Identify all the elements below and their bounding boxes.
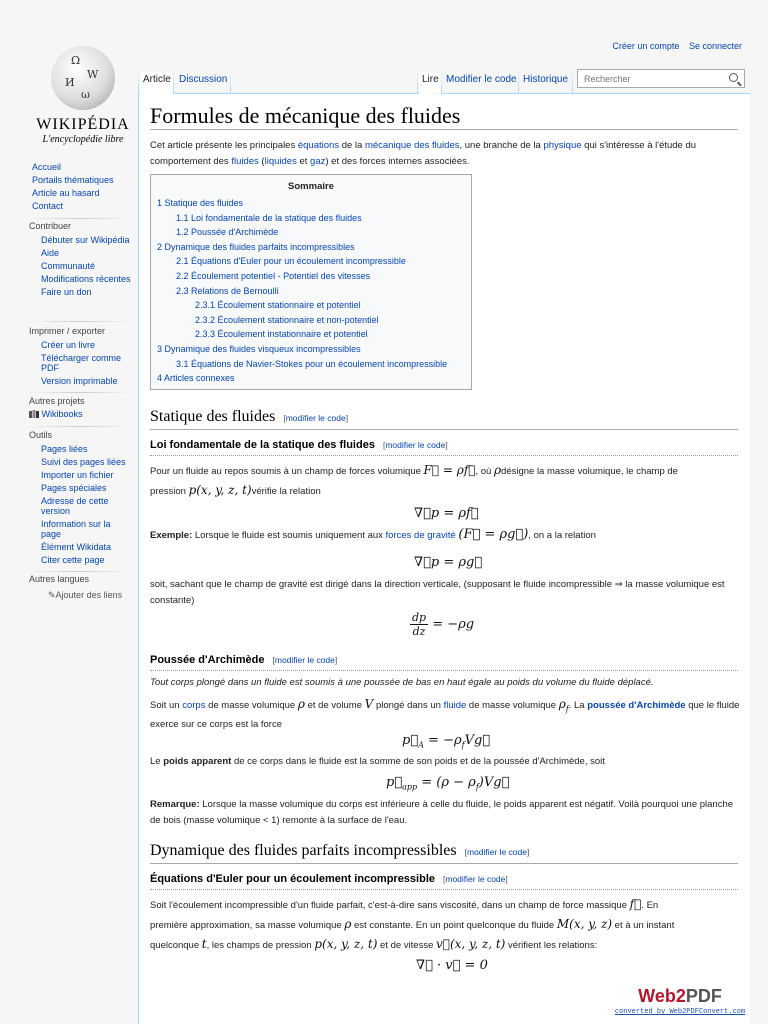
subsection-heading-text: Poussée d'Archimède [150,654,265,666]
subsection-heading-euler [150,873,508,885]
toc-item[interactable]: 3.1 Équations de Navier-Stokes pour un écoulement incompressible [176,358,448,369]
sidebar-item-portals[interactable]: Portails thématiques [32,175,114,185]
sidebar-item-create-book[interactable]: Créer un livre [41,340,96,350]
tab-separator [572,70,573,94]
logo-part: Web [638,986,676,1006]
edit-section-link[interactable]: [ modifier le code ] [443,874,508,884]
toc-item[interactable]: 2.3.1 Écoulement stationnaire et potentiel [195,300,361,311]
paragraph-example [150,527,740,544]
tab-history[interactable]: Historique [523,74,569,85]
denominator: dz [412,625,426,638]
link-gas[interactable]: gaz [310,156,326,167]
web2pdf-caption[interactable]: converted by Web2PDFConvert.com [614,1008,746,1016]
text: de masse volumique [468,700,557,711]
sidebar-item-special-pages[interactable]: Pages spéciales [41,483,107,493]
sidebar-item-home[interactable]: Accueil [32,162,62,172]
fraction [410,611,428,638]
toc-item[interactable]: 2 Dynamique des fluides parfaits incompressibles [157,241,355,252]
toc-item[interactable]: 1.2 Poussée d'Archimède [176,227,279,238]
search-box [577,69,745,88]
formula-inline: t [201,937,207,951]
formula-inline: (F⃗ = ρg⃗) [458,527,529,542]
sidebar-item-upload[interactable]: Importer un fichier [41,470,114,480]
text: désigne la masse volumique, le champ de [501,466,678,477]
subsection-heading-text: Loi fondamentale de la statique des fluides [150,439,375,451]
section-divider [150,863,738,864]
paragraph-remark [150,797,740,829]
pencil-icon: ✎ [48,590,56,600]
text: Cet article présente les principales [150,140,298,151]
sidebar-item-random[interactable]: Article au hasard [32,188,100,198]
text: première approximation, sa masse volumique [150,920,342,931]
formula-inline: v⃗(x, y, z, t) [436,937,506,951]
text: Le [150,756,164,767]
tab-edit-source[interactable]: Modifier le code [446,74,517,85]
toc-item[interactable]: 1.1 Loi fondamentale de la statique des fluides [176,212,362,223]
text: vérifie la relation [251,486,321,497]
text: , où [475,466,492,477]
sidebar-item-cite[interactable]: Citer cette page [41,555,105,565]
tab-separator [230,70,231,94]
formula-inline: ρ [297,697,305,711]
text: et [296,156,311,167]
tab-separator [441,70,442,94]
paragraph-vertical: soit, sachant que le champ de gravité est dirigé dans la direction verticale, (supposant le fluide incompressible ⇒ la masse volumique est constante) [150,579,725,606]
text: Soit l'écoulement incompressible d'un fluide parfait, c'est-à-dire sans viscosité, dans un champ de force massique [150,900,627,911]
sidebar-heading-projects: Autres projets [29,396,85,406]
text: plongé dans un [375,700,441,711]
subsection-heading-archimedes [150,654,337,666]
link-body[interactable]: corps [182,700,206,711]
formula-inline: $\rho_f$ [558,697,569,714]
tab-separator [518,70,519,94]
sidebar-print [41,340,133,386]
edit-section-link[interactable]: [ modifier le code ] [273,655,338,665]
text: est constante. En un point quelconque du fluide [354,920,555,931]
sidebar-item-permanent-link[interactable]: Adresse de cette version [41,496,109,516]
formula-inline: ρ [344,917,352,931]
remark-label: Remarque: [150,799,200,810]
text: pression [150,486,186,497]
link-fluid-mechanics[interactable]: mécanique des fluides [364,140,460,151]
section-heading-text: Statique des fluides [150,408,276,425]
formula-inline: p(x, y, z, t) [314,937,378,951]
paragraph-fundamental-law [150,461,740,501]
text: et de vitesse [380,940,434,951]
sidebar-item-wikidata[interactable]: Élément Wikidata [41,542,112,552]
tagline: L'encyclopédie libre [42,134,124,145]
text: Lorsque le fluide est soumis uniquement aux [192,530,386,541]
sidebar-divider [28,321,132,322]
subsection-divider [150,455,738,456]
sidebar-divider [28,571,132,572]
paragraph-euler [150,895,740,955]
subsection-divider [150,889,738,890]
sidebar-item-recent-changes[interactable]: Modifications récentes [41,274,131,284]
bold-term: poids apparent [163,756,232,767]
text: Lorsque la masse volumique du corps est inférieure à celle du fluide, le poids apparent est négatif. Voilà pourquoi une planche de bois (masse volumique < 1) remonte à la surface de l'eau. [150,799,734,826]
logo-part: PDF [685,986,722,1006]
sidebar-divider [28,218,132,219]
text: . En [641,900,659,911]
tab-discussion[interactable]: Discussion [179,74,228,85]
link-fluid[interactable]: fluide [443,700,467,711]
text: . La [568,700,585,711]
toc-item[interactable]: 2.3.2 Écoulement stationnaire et non-potentiel [195,314,379,325]
archimedes-principle: Tout corps plongé dans un fluide est soumis à une poussée de bas en haut égale au poids du volume du fluide déplacé. [150,677,654,688]
sidebar-item-donate[interactable]: Faire un don [41,287,92,297]
toc-item[interactable]: 2.1 Équations d'Euler pour un écoulement incompressible [176,256,406,267]
equation-apparent-weight: $p⃗_{app} = (\rho$ − $\rho_f)Vg⃗$ [386,775,510,792]
toc-item[interactable]: 2.3.3 Écoulement instationnaire et potentiel [195,329,368,340]
text: vérifient les relations: [507,940,598,951]
paragraph-archimedes [150,696,740,733]
tab-read[interactable]: Lire [419,72,442,94]
text: et à un instant [614,920,675,931]
sidebar-item-contact[interactable]: Contact [32,201,64,211]
equation-hydrostatics: ∇⃗p = ρf⃗ [414,506,479,521]
sidebar-item-related-changes[interactable]: Suivi des pages liées [41,457,126,467]
sidebar-item-getting-started[interactable]: Débuter sur Wikipédia [41,235,130,245]
sidebar-item-download-pdf[interactable]: Télécharger comme PDF [41,353,122,373]
toc-item[interactable]: 4 Articles connexes [157,373,235,384]
tab-separator [138,70,139,94]
title-divider [150,129,738,130]
sidebar-contribute [41,235,133,297]
text: qui s'intéresse à l'étude du comportement des [150,140,697,167]
link-archimedes[interactable]: poussée d'Archimède [587,700,686,711]
toc-item[interactable]: 2.3 Relations de Bernoulli [176,285,279,296]
intro-paragraph [150,138,740,170]
sidebar-item-page-info[interactable]: Information sur la page [41,519,111,539]
equation-divergence: ∇⃗ · v⃗ = 0 [416,958,488,973]
edit-section-link[interactable]: [ modifier le code ] [283,413,348,423]
personal-tools [605,41,742,51]
toc-title: Sommaire [288,181,334,192]
link-equations[interactable]: équations [297,140,340,151]
example-label: Exemple: [150,530,193,541]
sidebar-item-community[interactable]: Communauté [41,261,96,271]
section-heading-statics [150,408,348,426]
search-input[interactable] [578,70,718,87]
subsection-heading-fundamental-law [150,439,448,451]
link-physics[interactable]: physique [543,140,582,151]
wikibooks-icon [29,410,39,419]
text: que le fluide exerce sur ce corps est la force [150,700,740,731]
formula-inline: p(x, y, z, t) [188,483,252,497]
text: ) et des forces internes associées. [325,156,470,167]
formula-inline: f⃗ [629,897,642,911]
web2pdf-watermark[interactable] [600,986,760,1016]
text: de ce corps dans le fluide est la somme de son poids et de la poussée d'Archimède, soit [231,756,605,767]
equation-pressure-gradient: $\frac{dp}{dz}$ = −ρg [412,611,475,638]
puzzle-globe-icon: Ω W И ω [51,46,115,110]
text: Pour un fluide au repos soumis à un champ de forces volumique [150,466,421,477]
section-divider [150,429,738,430]
section-heading-dynamics [150,842,529,860]
subsection-divider [150,670,738,671]
tab-separator [417,70,418,94]
link-liquids[interactable]: liquides [264,156,297,167]
sidebar-heading-contribute: Contribuer [29,221,72,231]
add-links-label: Ajouter des liens [55,590,123,600]
text: , une branche de la [459,140,544,151]
tab-separator [173,70,174,94]
section-heading-text: Dynamique des fluides parfaits incompressibles [150,842,457,859]
logo-part: 2 [675,986,686,1006]
sidebar-divider [28,392,132,393]
wikipedia-logo[interactable] [30,44,136,152]
formula-inline: F⃗ = ρf⃗ [423,463,476,477]
numerator: dp [412,611,427,624]
text: de la [339,140,365,151]
text: et de volume [307,700,362,711]
sidebar-add-links[interactable] [48,590,148,600]
sidebar-projects [29,409,129,419]
web2pdf-logo [600,986,760,1007]
sidebar-item-wikibooks[interactable]: Wikibooks [41,409,83,419]
formula-inline: V [364,697,374,711]
sidebar-divider [28,426,132,427]
text: , on a la relation [528,530,596,541]
edit-section-link[interactable]: [ modifier le code ] [465,847,530,857]
tab-article[interactable]: Article [140,72,174,94]
link-gravity[interactable]: forces de gravité [385,530,456,541]
link-fluids[interactable]: fluides [231,156,259,167]
formula-inline: ρ [493,463,502,477]
sidebar-heading-tools: Outils [29,430,53,440]
sidebar-tools [41,444,133,565]
text: Soit un [150,700,183,711]
text: de masse volumique [205,700,296,711]
subsection-heading-text: Équations d'Euler pour un écoulement incompressible [150,873,435,885]
toc-item[interactable]: 3 Dynamique des fluides visqueux incompressibles [157,343,361,354]
sidebar-navigation [32,162,132,211]
table-of-contents [150,174,472,390]
text: ( [258,156,265,167]
sidebar-heading-languages: Autres langues [29,574,90,584]
search-icon[interactable] [729,73,738,82]
page-title: Formules de mécanique des fluides [150,103,461,128]
formula-inline: M(x, y, z) [556,917,613,931]
sidebar-heading-print: Imprimer / exporter [29,326,106,336]
create-account-link[interactable]: Créer un compte [612,41,680,51]
login-link[interactable]: Se connecter [688,41,742,51]
equation-archimedes-force: $p⃗_A$ = $-\rho_fVg⃗$ [402,733,491,750]
text: quelconque [150,940,200,951]
toc-item[interactable]: 2.2 Écoulement potentiel - Potentiel des vitesses [176,270,371,281]
edit-section-link[interactable]: [ modifier le code ] [383,440,448,450]
wordmark: WIKIPÉDIA [36,116,130,133]
paragraph-apparent-weight [150,754,740,770]
toc-item[interactable]: 1 Statique des fluides [157,198,244,208]
text: , les champs de pression [206,940,312,951]
equation-gravity: ∇⃗p = ρg⃗ [414,555,483,570]
sidebar-item-help[interactable]: Aide [41,248,60,258]
sidebar-item-printable[interactable]: Version imprimable [41,376,118,386]
sidebar-item-what-links-here[interactable]: Pages liées [41,444,88,454]
